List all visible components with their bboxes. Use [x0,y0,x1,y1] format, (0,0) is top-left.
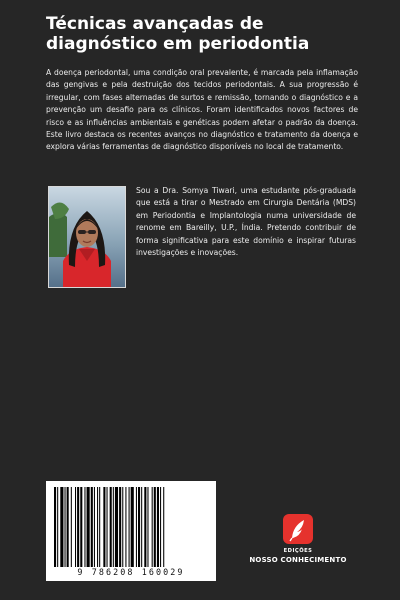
barcode-bar [163,487,164,567]
barcode-bar [107,487,108,567]
barcode-bar [141,487,142,567]
barcode-bar [157,487,159,567]
isbn-number: 9 786208 160029 [77,567,185,577]
isbn-barcode [46,481,216,581]
book-description: A doença periodontal, uma condição oral prevalente, é marcada pela inflamação das gengivas e pela destruição dos tecidos periodontais. A sua progressão é irregular, com fases alternadas de surtos e remissão, tornando o diagnóstico e a prevenção um desafio para os clínicos. Foram identificados novos factores de risco e as influências ambientais e genéticas podem afetar o padrão da doença. Este livro destaca os recentes avanços no diagnóstico e tratamento da doença e explora várias ferramentas de diagnóstico disponíveis no local de tratamento. [46,68,358,152]
barcode-bar [152,487,153,567]
barcode-bar [119,487,121,567]
quill-icon [283,514,313,544]
barcode-bar [87,487,90,567]
barcode-bar [147,487,148,567]
barcode-bar [160,487,161,567]
barcode-bar [67,487,69,567]
book-title: Técnicas avançadas de diagnóstico em periodontia [46,14,310,54]
barcode-bar [144,487,146,567]
author-portrait-icon [49,187,125,287]
barcode-bar [103,487,105,567]
barcode-bar [129,487,130,567]
barcode-bar [138,487,140,567]
barcode-bar [54,487,56,567]
barcode-bar [97,487,98,567]
barcode-bar [110,487,112,567]
publisher-logo [249,514,347,572]
barcode-bar [60,487,63,567]
barcode-bar [94,487,95,567]
barcode-bar [131,487,134,567]
barcode-bar [75,487,76,567]
barcode-bar [77,487,79,567]
publisher-name-line1: EDIÇÕES [283,548,313,554]
barcode-bar [84,487,85,567]
barcode-bar [122,487,123,567]
author-bio: Sou a Dra. Somya Tiwari, uma estudante pós-graduada que está a tirar o Mestrado em Cirurgia Dentária (MDS) em Periodontia e Implantologia numa universidade de renome em Bareilly, U.P., Índia. Pretendo contribuir de forma significativa para este domínio e inspirar futuras investigações e inovações. [136,186,356,258]
barcode-bars [52,487,210,567]
barcode-bar [91,487,93,567]
barcode-bar [125,487,126,567]
barcode-bar [154,487,156,567]
barcode-bar [57,487,58,567]
author-photo [48,186,126,288]
barcode-bar [136,487,137,567]
barcode-bar [99,487,100,567]
publisher-name-line2: NOSSO CONHECIMENTO [249,556,347,564]
barcode-bar [113,487,114,567]
barcode-bar [65,487,66,567]
barcode-bar [71,487,72,567]
barcode-bar [115,487,118,567]
barcode-bar [80,487,82,567]
